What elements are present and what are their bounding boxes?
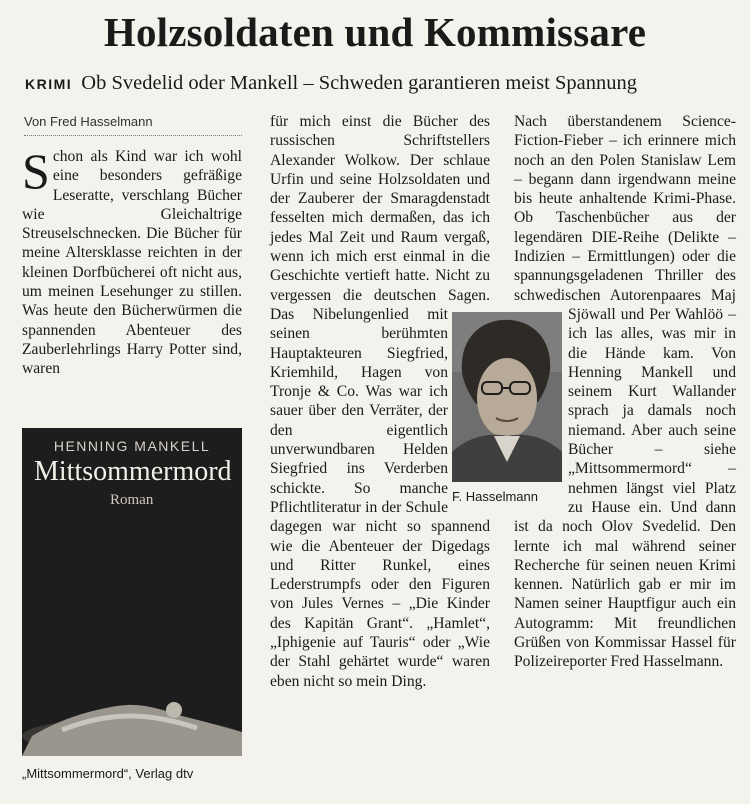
article-text-3: Nach überstandenem Science-Fiction-Fieber – ich erinnere mich noch an den Polen Stanislaw Lem – begann dann irgendwann meine bis heute anhaltende Krimi-Phase. Ob Taschenbücher aus der legendären DIE-Reihe (Delikte – Indizien – Ermittlungen) oder die spannungsgeladenen Thriller des schwedischen Autorenpaares Maj Sjöwall und Per Wahlöö – ich las alles, was mir in die Hände kam. Von Henning Mankell und seinem Kurt Wallander sprach ja damals noch niemand. Aber auch seine Bücher – siehe „Mittsommermord“ – nehmen längst viel Platz zu Hause ein. Und dann ist da noch Olov Svedelid. Den lernte ich mal während seiner Recherche für seinen neuen Krimi kennen. Natürlich gab er mir im Namen seiner Hauptfigur auch ein Autogramm: Mit freundlichen Grüßen von Kommissar Hassel für Polizeireporter Fred Hasselmann. xyxy=(514,113,736,671)
book-cover-caption: „Mittsommermord“, Verlag dtv xyxy=(22,766,194,781)
subheadline-row xyxy=(25,72,745,95)
book-cover-title: Mittsommermord xyxy=(34,456,232,487)
subheadline: Ob Svedelid oder Mankell – Schweden garantieren meist Spannung xyxy=(81,72,637,94)
author-portrait xyxy=(452,312,562,482)
book-cover-subtitle: Roman xyxy=(110,492,154,508)
book-cover-image xyxy=(22,428,242,756)
article-text-1: chon als Kind war ich wohl eine besonders gefräßige Leseratte, verschlang Bücher wie Gleichaltrige Streuselschnecken. Die Bücher für meine Altersklasse reichten in der kleinen Dorfbücherei oft nicht aus, um meinen Lesehunger zu stillen. Was heute den Bücherwürmen die spannenden Abenteuer des Zauberlehrlings Harry Potter sind, waren xyxy=(22,148,242,378)
article-column-1 xyxy=(22,143,242,415)
book-cover-author: HENNING MANKELL xyxy=(53,438,211,454)
headline: Holzsoldaten und Kommissare xyxy=(103,9,647,55)
drop-cap: S xyxy=(22,143,50,199)
article-text-2: für mich einst die Bücher des russischen Schriftstellers Alexander Wolkow. Der schlaue Urfin und seine Holzsoldaten und der Zauberer der Smaragdenstadt fesselten mich dermaßen, das ich jedes Mal Zeit und Raum vergaß, wenn ich mich erst einmal in die Geschichte vertieft hatte. Nicht zu vergessen die deutschen Sagen. Das Nibelungenlied mit seinen berühmten Hauptakteuren Siegfried, Kriemhild, Hagen von Tronje & Co. Was war ich sauer über den Verräter, der den eigentlich unverwundbaren Helden Siegfried ins Verderben schickte. So manche Pflichtliteratur in der Schule dagegen war nicht so spannend wie die Abenteuer der Digedags und Ritter Runkel, eines Lederstrumpfs oder den Figuren von Jules Vernes – „Die Kinder des Kapitän Grant“. „Hamlet“, „Iphigenie auf Tauris“ oder „Wie der Stahl gehärtet wurde“ waren eben nicht so mein Ding. xyxy=(270,113,490,690)
article-paragraph-1 xyxy=(22,143,242,379)
author-photo-caption: F. Hasselmann xyxy=(452,489,538,504)
author-photo xyxy=(452,312,562,482)
section-kicker: KRIMI xyxy=(25,76,73,92)
book-cover-artwork xyxy=(22,666,242,756)
byline: Von Fred Hasselmann xyxy=(24,114,242,136)
